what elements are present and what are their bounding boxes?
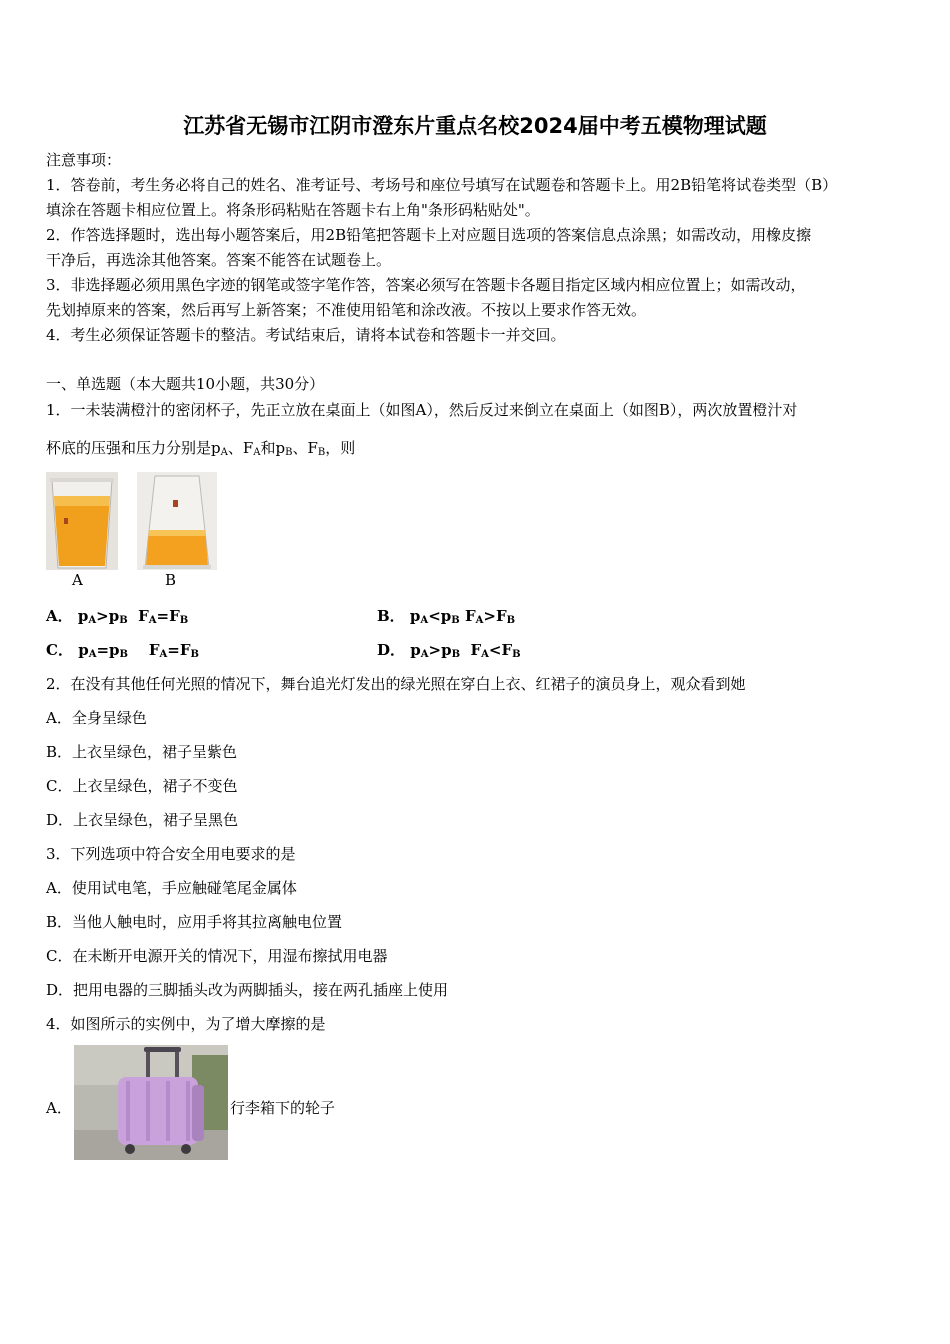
q3-option-b: B．当他人触电时，应用手将其拉离触电位置	[46, 913, 343, 931]
notice-line: 填涂在答题卡相应位置上。将条形码粘贴在答题卡右上角"条形码粘贴处"。	[46, 201, 540, 219]
figure-cup-inverted	[137, 472, 217, 590]
q1-option-d: D． $p_A>p_B$ $F_A<F_B$	[377, 641, 521, 660]
notice-line: 先划掉原来的答案，然后再写上新答案；不准使用铅笔和涂改液。不按以上要求作答无效。	[46, 301, 647, 319]
figure-cup-upright	[46, 472, 118, 590]
q1-option-b: B． $p_A<p_B$ $F_A>F_B$	[377, 607, 516, 626]
q2-option-d: D．上衣呈绿色，裙子呈黑色	[46, 811, 239, 829]
q2-option-c: C．上衣呈绿色，裙子不变色	[46, 777, 238, 795]
question-2-stem: 2．在没有其他任何光照的情况下，舞台追光灯发出的绿光照在穿白上衣、红裙子的演员身上，观众看到她	[46, 675, 746, 693]
question-1-stem-line2: 杯底的压强和压力分别是$p_A$、$F_A$和$p_B$、$F_B$，则	[46, 439, 356, 458]
q3-option-c: C．在未断开电源开关的情况下，用湿布擦拭用电器	[46, 947, 388, 965]
notice-heading: 注意事项：	[46, 151, 122, 169]
notice-line: 干净后，再选涂其他答案。答案不能答在试题卷上。	[46, 251, 392, 269]
page-title: 江苏省无锡市江阴市澄东片重点名校2024届中考五模物理试题	[183, 114, 767, 138]
question-1-stem: 1．一未装满橙汁的密闭杯子，先正立放在桌面上（如图A），然后反过来倒立在桌面上（如图B），两次放置橙汁对	[46, 401, 798, 419]
question-3-stem: 3．下列选项中符合安全用电要求的是	[46, 845, 296, 863]
notice-line: 4．考生必须保证答题卡的整洁。考试结束后，请将本试卷和答题卡一并交回。	[46, 326, 566, 344]
q1-option-c: C． $p_A=p_B$ $F_A=F_B$	[46, 641, 199, 660]
notice-line: 1．答卷前，考生务必将自己的姓名、准考证号、考场号和座位号填写在试题卷和答题卡上。用2B铅笔将试卷类型（B）	[46, 176, 838, 194]
notice-line: 3．非选择题必须用黑色字迹的钢笔或签字笔作答，答案必须写在答题卡各题目指定区域内相应位置上；如需改动，	[46, 276, 806, 294]
figure-a-label: A	[72, 571, 83, 589]
section-heading: 一、单选题（本大题共10小题，共30分）	[46, 375, 325, 393]
figure-b-label: B	[165, 571, 177, 589]
suitcase-photo	[74, 1045, 228, 1160]
q3-option-d: D．把用电器的三脚插头改为两脚插头，接在两孔插座上使用	[46, 981, 449, 999]
q4-option-a-text: 行李箱下的轮子	[230, 1099, 336, 1117]
notice-line: 2．作答选择题时，选出每小题答案后，用2B铅笔把答题卡上对应题目选项的答案信息点涂黑；如需改动，用橡皮擦	[46, 226, 812, 244]
q3-option-a: A．使用试电笔，手应触碰笔尾金属体	[46, 879, 297, 897]
q1-option-a: A． $p_A>p_B$ $F_A=F_B$	[46, 607, 189, 626]
question-4-stem: 4．如图所示的实例中，为了增大摩擦的是	[46, 1015, 326, 1033]
q4-option-a-prefix: A．	[46, 1099, 72, 1117]
q2-option-a: A．全身呈绿色	[46, 709, 147, 727]
q2-option-b: B．上衣呈绿色，裙子呈紫色	[46, 743, 238, 761]
